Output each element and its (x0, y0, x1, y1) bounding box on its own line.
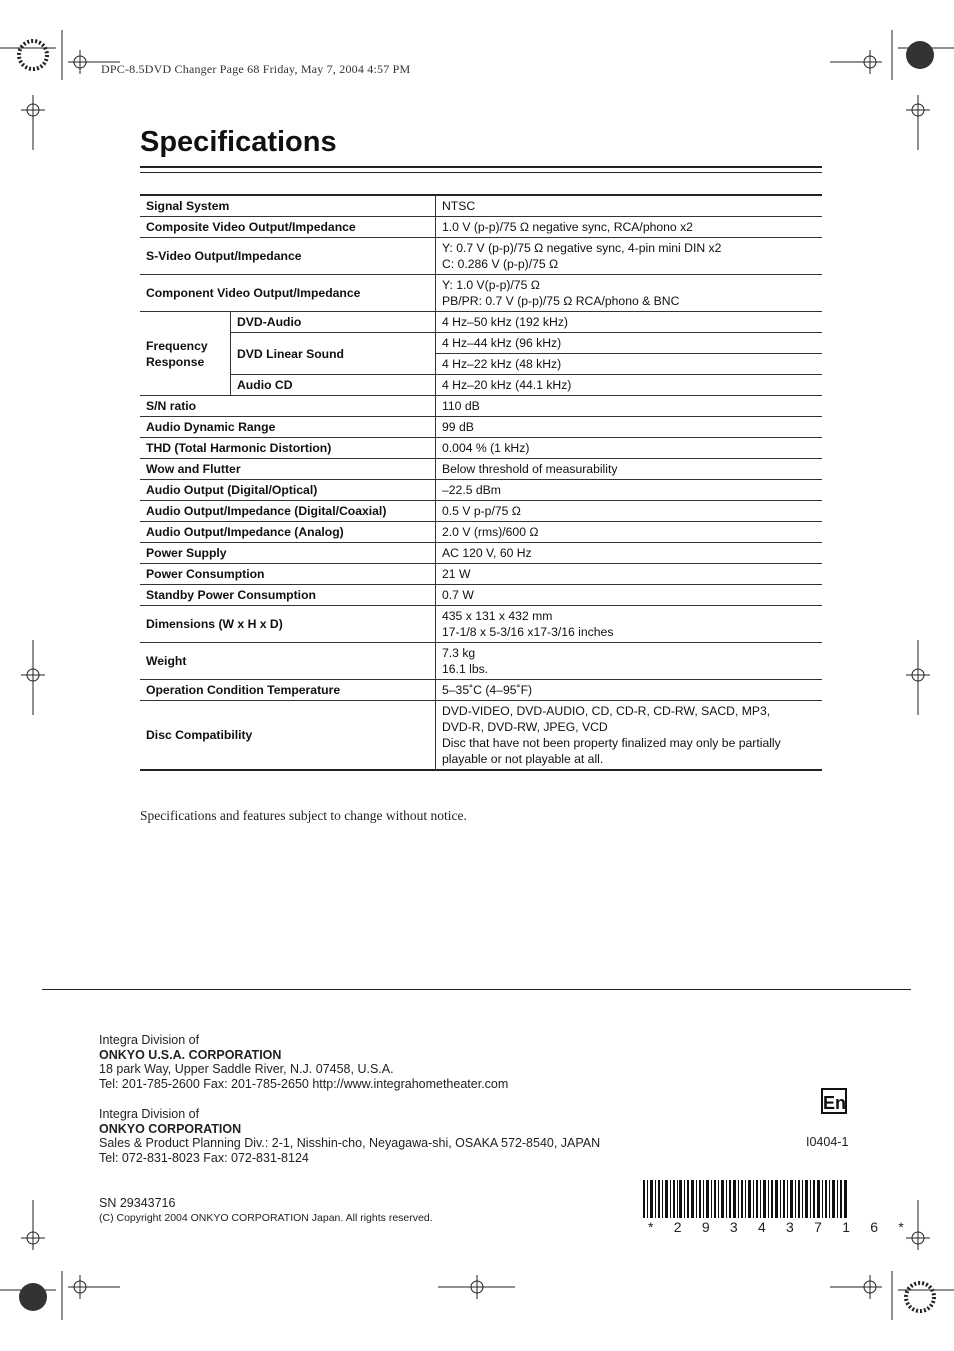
spec-value-line: Y: 0.7 V (p-p)/75 Ω negative sync, 4-pin mini DIN x2 (442, 241, 722, 255)
table-row (140, 396, 822, 417)
spec-value-line: Disc that have not been property finalized may only be partially (442, 736, 781, 750)
spec-value (436, 643, 823, 680)
spec-label: Disc Compatibility (140, 701, 436, 771)
language-badge: En (821, 1088, 847, 1114)
spec-value: 2.0 V (rms)/600 Ω (436, 522, 823, 543)
spec-sublabel: DVD-Audio (231, 312, 436, 333)
table-row (140, 680, 822, 701)
spec-label: Component Video Output/Impedance (140, 275, 436, 312)
table-row (140, 275, 822, 312)
table-row (140, 585, 822, 606)
usa-address-block (99, 1033, 508, 1091)
table-row (140, 501, 822, 522)
japan-address-block (99, 1107, 600, 1165)
contact-line: Tel: 201-785-2600 Fax: 201-785-2650 http://www.integrahometheater.com (99, 1076, 509, 1091)
spec-value: 4 Hz–20 kHz (44.1 kHz) (436, 375, 823, 396)
spec-value (436, 238, 823, 275)
spec-value: 4 Hz–44 kHz (96 kHz) (436, 333, 823, 354)
company-name: ONKYO CORPORATION (99, 1121, 242, 1136)
spec-value-line: 7.3 kg (442, 646, 476, 660)
footer-rule (42, 989, 911, 990)
table-row (140, 543, 822, 564)
document-code: I0404-1 (806, 1135, 849, 1149)
spec-label: Signal System (140, 195, 436, 217)
spec-label: Dimensions (W x H x D) (140, 606, 436, 643)
spec-value: 99 dB (436, 417, 823, 438)
spec-value-line: playable or not playable at all. (442, 752, 604, 766)
table-row (140, 459, 822, 480)
spec-value (436, 275, 823, 312)
title-rule (140, 166, 822, 168)
spec-value: 4 Hz–50 kHz (192 kHz) (436, 312, 823, 333)
company-name: ONKYO U.S.A. CORPORATION (99, 1047, 282, 1062)
copyright: (C) Copyright 2004 ONKYO CORPORATION Japan. All rights reserved. (99, 1212, 433, 1224)
spec-value: 5–35˚C (4–95˚F) (436, 680, 823, 701)
serial-number: SN 29343716 (99, 1196, 176, 1210)
barcode-text: * 2 9 3 4 3 7 1 6 * (648, 1219, 912, 1235)
spec-value: AC 120 V, 60 Hz (436, 543, 823, 564)
spec-label: Audio Output (Digital/Optical) (140, 480, 436, 501)
table-row (140, 643, 822, 680)
table-row (140, 417, 822, 438)
table-row (140, 701, 822, 771)
spec-label: Power Supply (140, 543, 436, 564)
spec-group-label-line: Response (146, 354, 205, 369)
table-row (140, 375, 822, 396)
spec-label: Operation Condition Temperature (140, 680, 436, 701)
page-title: Specifications (140, 126, 337, 158)
spec-value (436, 606, 823, 643)
spec-value-line: 17-1/8 x 5-3/16 x17-3/16 inches (442, 625, 614, 639)
spec-value: Below threshold of measurability (436, 459, 823, 480)
spec-value: 0.004 % (1 kHz) (436, 438, 823, 459)
spec-value-line: Y: 1.0 V(p-p)/75 Ω (442, 278, 540, 292)
spec-label: Weight (140, 643, 436, 680)
spec-sublabel: DVD Linear Sound (231, 333, 436, 375)
title-rule-thin (140, 172, 822, 173)
spec-value: 0.7 W (436, 585, 823, 606)
spec-label: Audio Output/Impedance (Digital/Coaxial) (140, 501, 436, 522)
table-row (140, 438, 822, 459)
spec-label: Standby Power Consumption (140, 585, 436, 606)
spec-value: 4 Hz–22 kHz (48 kHz) (436, 354, 823, 375)
table-row (140, 238, 822, 275)
spec-value: 21 W (436, 564, 823, 585)
barcode-icon (643, 1180, 847, 1218)
table-row (140, 480, 822, 501)
spec-group-label (140, 312, 231, 396)
spec-label: S-Video Output/Impedance (140, 238, 436, 275)
spec-sublabel: Audio CD (231, 375, 436, 396)
spec-label: Composite Video Output/Impedance (140, 217, 436, 238)
spec-label: S/N ratio (140, 396, 436, 417)
table-row (140, 333, 822, 354)
table-row (140, 312, 822, 333)
spec-group-label-line: Frequency (146, 338, 208, 353)
division-label: Integra Division of (99, 1107, 200, 1121)
contact-line: Tel: 072-831-8023 Fax: 072-831-8124 (99, 1150, 309, 1165)
table-row (140, 217, 822, 238)
spec-label: Power Consumption (140, 564, 436, 585)
spec-value: NTSC (436, 195, 823, 217)
table-row (140, 564, 822, 585)
spec-value: –22.5 dBm (436, 480, 823, 501)
spec-value: 1.0 V (p-p)/75 Ω negative sync, RCA/phono x2 (436, 217, 823, 238)
spec-label: THD (Total Harmonic Distortion) (140, 438, 436, 459)
spec-label: Wow and Flutter (140, 459, 436, 480)
table-row (140, 522, 822, 543)
print-header: DPC-8.5DVD Changer Page 68 Friday, May 7, 2004 4:57 PM (101, 62, 411, 76)
spec-table (140, 194, 822, 771)
spec-label: Audio Output/Impedance (Analog) (140, 522, 436, 543)
address-line: 18 park Way, Upper Saddle River, N.J. 07458, U.S.A. (99, 1062, 394, 1076)
address-line: Sales & Product Planning Div.: 2-1, Nisshin-cho, Neyagawa-shi, OSAKA 572-8540, JAPAN (99, 1136, 601, 1150)
spec-value-line: PB/PR: 0.7 V (p-p)/75 Ω RCA/phono & BNC (442, 294, 680, 308)
spec-value: 0.5 V p-p/75 Ω (436, 501, 823, 522)
spec-value-line: 435 x 131 x 432 mm (442, 609, 553, 623)
change-notice: Specifications and features subject to change without notice. (140, 808, 467, 823)
spec-label: Audio Dynamic Range (140, 417, 436, 438)
spec-value-line: DVD-VIDEO, DVD-AUDIO, CD, CD-R, CD-RW, SACD, MP3, (442, 704, 771, 718)
table-row (140, 606, 822, 643)
spec-value: 110 dB (436, 396, 823, 417)
spec-value (436, 701, 823, 771)
spec-value-line: C: 0.286 V (p-p)/75 Ω (442, 257, 559, 271)
spec-value-line: 16.1 lbs. (442, 662, 489, 676)
table-row (140, 195, 822, 217)
spec-value-line: DVD-R, DVD-RW, JPEG, VCD (442, 720, 608, 734)
division-label: Integra Division of (99, 1033, 200, 1047)
